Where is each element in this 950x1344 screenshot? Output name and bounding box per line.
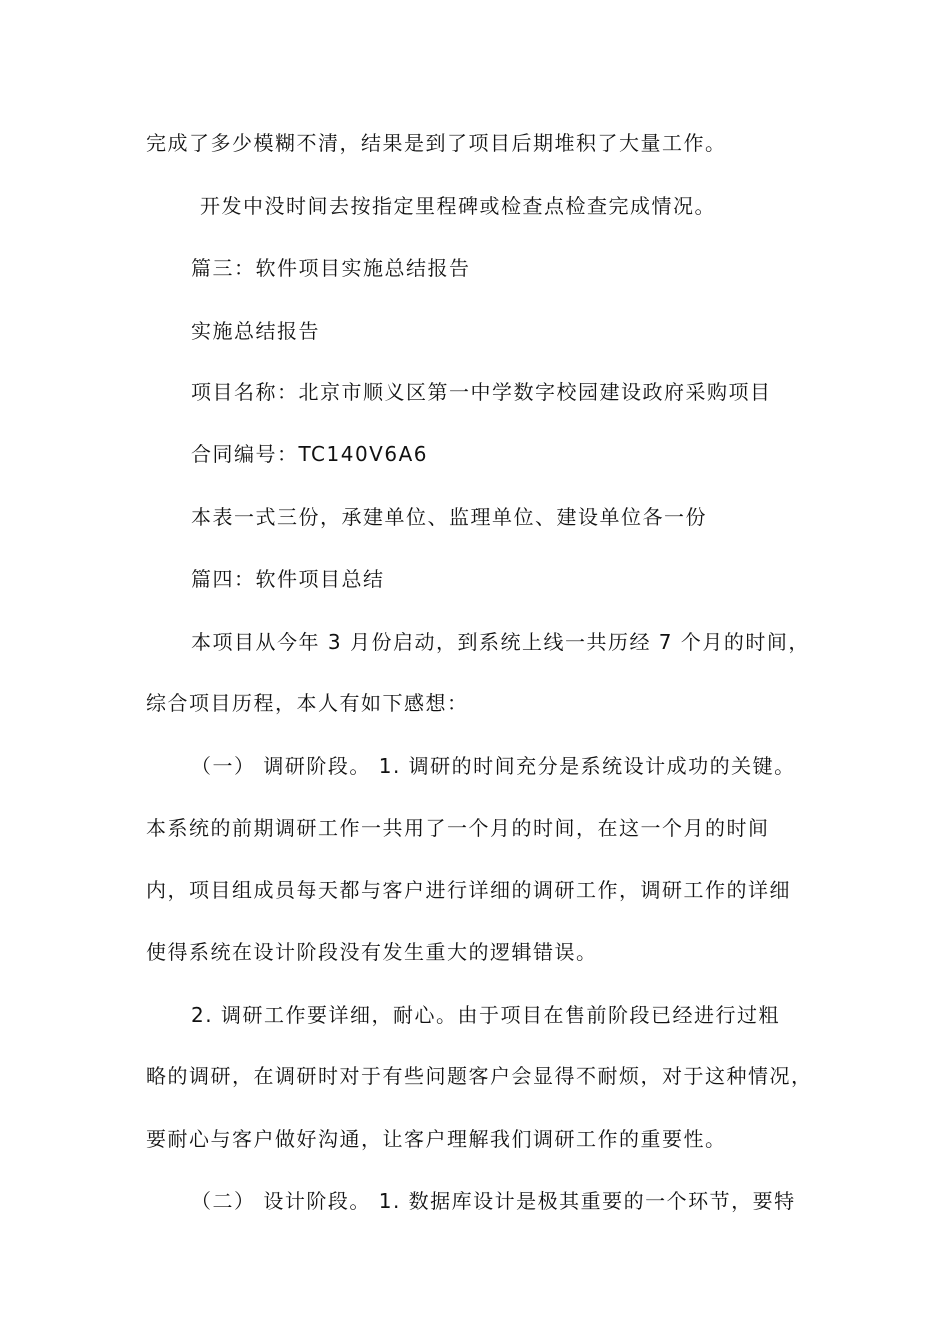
section-heading: 篇四：软件项目总结 <box>191 567 385 591</box>
section-heading: 篇三：软件项目实施总结报告 <box>191 256 471 280</box>
body-text-line: （一） 调研阶段。 1. 调研的时间充分是系统设计成功的关键。 <box>191 754 796 778</box>
body-text-line: 开发中没时间去按指定里程碑或检查点检查完成情况。 <box>200 194 716 218</box>
body-text-line: 略的调研，在调研时对于有些问题客户会显得不耐烦，对于这种情况， <box>146 1064 813 1088</box>
project-name: 项目名称：北京市顺义区第一中学数字校园建设政府采购项目 <box>191 380 772 404</box>
report-title: 实施总结报告 <box>191 319 320 343</box>
body-text-line: 2. 调研工作要详细，耐心。由于项目在售前阶段已经进行过粗 <box>191 1003 780 1027</box>
body-text-line: 综合项目历程，本人有如下感想： <box>146 691 469 715</box>
body-text-line: 本项目从今年 3 月份启动，到系统上线一共历经 7 个月的时间， <box>191 630 810 654</box>
body-text-line: 内，项目组成员每天都与客户进行详细的调研工作，调研工作的详细 <box>146 878 791 902</box>
body-text-line: 本系统的前期调研工作一共用了一个月的时间，在这一个月的时间 <box>146 816 770 840</box>
body-text-line: 要耐心与客户做好沟通，让客户理解我们调研工作的重要性。 <box>146 1127 727 1151</box>
body-text-line: （二） 设计阶段。 1. 数据库设计是极其重要的一个环节，要特 <box>191 1189 796 1213</box>
contract-number: 合同编号：TC140V6A6 <box>191 442 428 466</box>
body-text-line: 完成了多少模糊不清，结果是到了项目后期堆积了大量工作。 <box>146 131 727 155</box>
body-text-line: 本表一式三份，承建单位、监理单位、建设单位各一份 <box>191 505 707 529</box>
body-text-line: 使得系统在设计阶段没有发生重大的逻辑错误。 <box>146 940 598 964</box>
